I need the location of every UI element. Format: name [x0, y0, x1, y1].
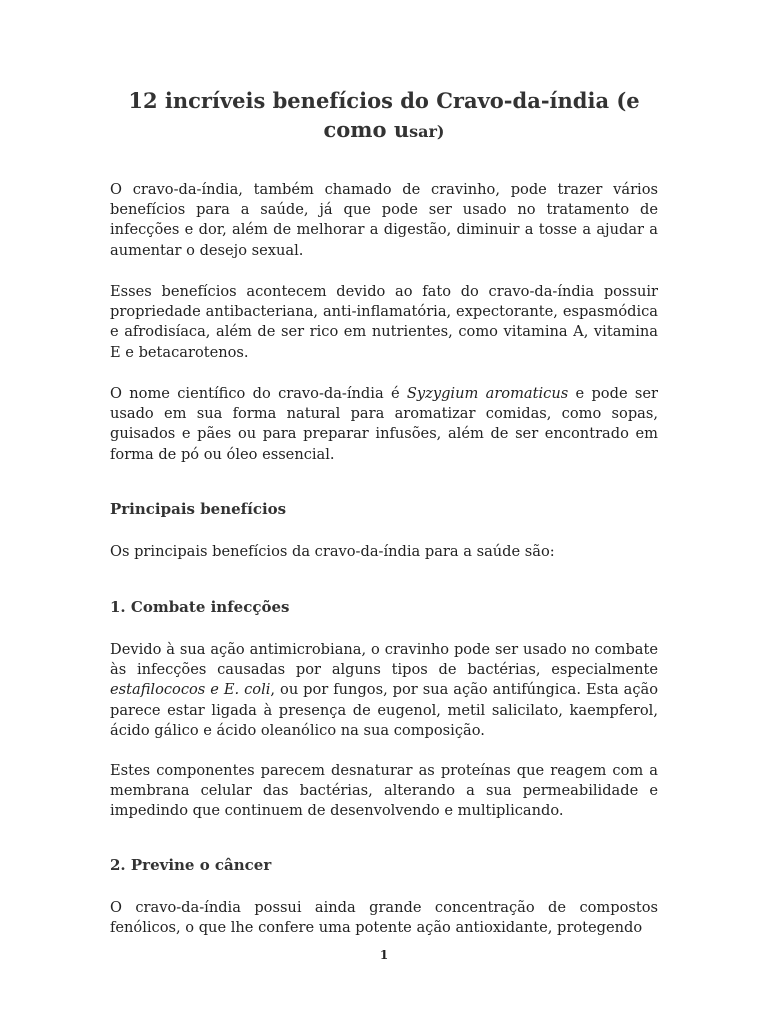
benefit-2-paragraph-1: O cravo-da-índia possui ainda grande concentração de compostos fenólicos, o que lhe confere uma potente ação antioxidante, protegendo — [110, 899, 658, 937]
benefit-1-paragraph-1 — [110, 640, 658, 741]
title-tail-text: sar) — [409, 122, 445, 141]
intro-paragraph-2: Esses benefícios acontecem devido ao fato do cravo-da-índia possuir propriedade antibacteriana, anti-inflamatória, expectorante, espasmódica e afrodisíaca, além de ser rico em nutrientes, como vitamina A, vitamina E e betacarotenos. — [110, 283, 658, 361]
intro-paragraph-1: O cravo-da-índia, também chamado de cravinho, pode trazer vários benefícios para a saúde, já que pode ser usado no tratamento de infecções e dor, além de melhorar a digestão, diminuir a tosse a ajudar a aumentar o desejo sexual. — [110, 181, 658, 259]
scientific-name: Syzygium aromaticus — [406, 385, 569, 402]
scientific-name-paragraph — [110, 384, 658, 465]
scientific-text-after: e pode ser usado em sua forma natural para aromatizar comidas, como sopas, guisados e pães ou para preparar infusões, além de ser encontrado em forma de pó ou óleo essencial. — [110, 385, 658, 463]
benefit-1-heading: 1. Combate infecções — [110, 598, 290, 616]
title-u-letter: u — [393, 117, 410, 142]
document-title — [100, 86, 668, 146]
benefit-1-text-after: , ou por fungos, por sua ação antifúngica. Esta ação parece estar ligada à presença de eugenol, metil salicilato, kaempferol, ácido gálico e ácido oleanólico na sua composição. — [110, 681, 658, 739]
page-number: 1 — [379, 948, 389, 962]
benefit-1-bacteria-names: estafilococos e E. coli — [110, 681, 271, 699]
section-intro-paragraph: Os principais benefícios da cravo-da-índia para a saúde são: — [110, 543, 555, 560]
benefit-2-heading: 2. Previne o câncer — [110, 856, 272, 874]
benefit-1-paragraph-2: Estes componentes parecem desnaturar as proteínas que reagem com a membrana celular das bactérias, alterando a sua permeabilidade e impedindo que continuem de desenvolvendo e multiplicando. — [110, 762, 658, 820]
section-heading-principais: Principais benefícios — [110, 500, 287, 518]
scientific-text-before: O nome científico do cravo-da-índia é — [110, 385, 407, 402]
benefit-1-text-before: Devido à sua ação antimicrobiana, o cravinho pode ser usado no combate às infecções causadas por alguns tipos de bactérias, especialmente — [110, 641, 658, 679]
title-main-text: 12 incríveis benefícios do Cravo-da-índia (e como — [128, 88, 640, 142]
